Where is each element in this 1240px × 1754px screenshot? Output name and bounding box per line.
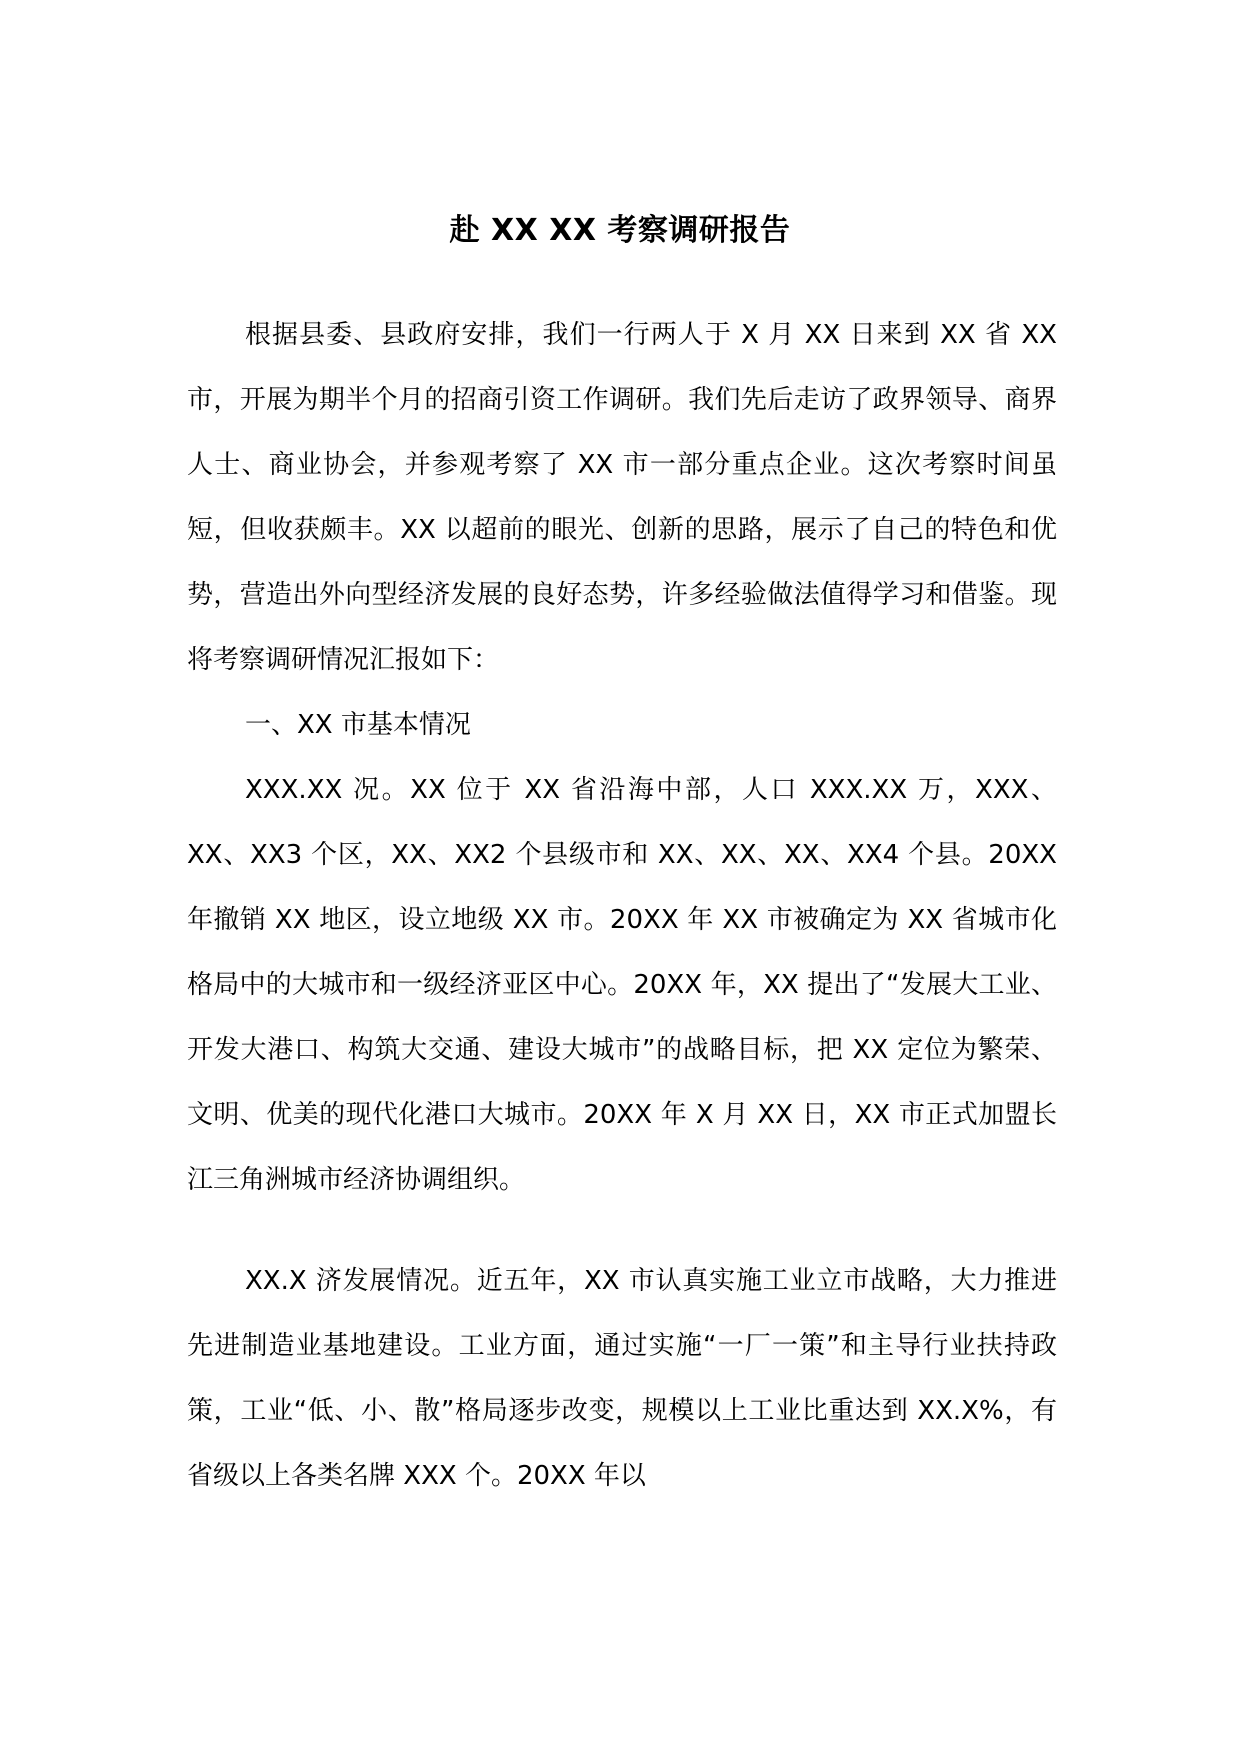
- paragraph-basic-situation: XXX.XX 况。XX 位于 XX 省沿海中部，人口 XXX.XX 万，XXX、XX、XX3 个区，XX、XX2 个县级市和 XX、XX、XX、XX4 个县。20XX 年撤销 XX 地区，设立地级 XX 市。20XX 年 XX 市被确定为 XX 省城市化格局中的大城市和一级经济亚区中心。20XX 年，XX 提出了“发展大工业、开发大港口、构筑大交通、建设大城市”的战略目标，把 XX 定位为繁荣、文明、优美的现代化港口大城市。20XX 年 X 月 XX 日，XX 市正式加盟长江三角洲城市经济协调组织。: [187, 775, 1057, 1195]
- document-title: 赴 XX XX 考察调研报告: [449, 213, 791, 248]
- body-block-1: [187, 303, 1057, 1213]
- paragraph-economic-development: XX.X 济发展情况。近五年，XX 市认真实施工业立市战略，大力推进先进制造业基地建设。工业方面，通过实施“一厂一策”和主导行业扶持政策，工业“低、小、散”格局逐步改变，规模以上工业比重达到 XX.X%，有省级以上各类名牌 XXX 个。20XX 年以: [187, 1266, 1057, 1491]
- body-block-2: [187, 1249, 1057, 1509]
- paragraph-intro: 根据县委、县政府安排，我们一行两人于 X 月 XX 日来到 XX 省 XX 市，开展为期半个月的招商引资工作调研。我们先后走访了政界领导、商界人士、商业协会，并参观考察了 XX 市一部分重点企业。这次考察时间虽短，但收获颇丰。XX 以超前的眼光、创新的思路，展示了自己的特色和优势，营造出外向型经济发展的良好态势，许多经验做法值得学习和借鉴。现将考察调研情况汇报如下：: [187, 320, 1057, 675]
- section-heading: 一、XX 市基本情况: [245, 710, 471, 740]
